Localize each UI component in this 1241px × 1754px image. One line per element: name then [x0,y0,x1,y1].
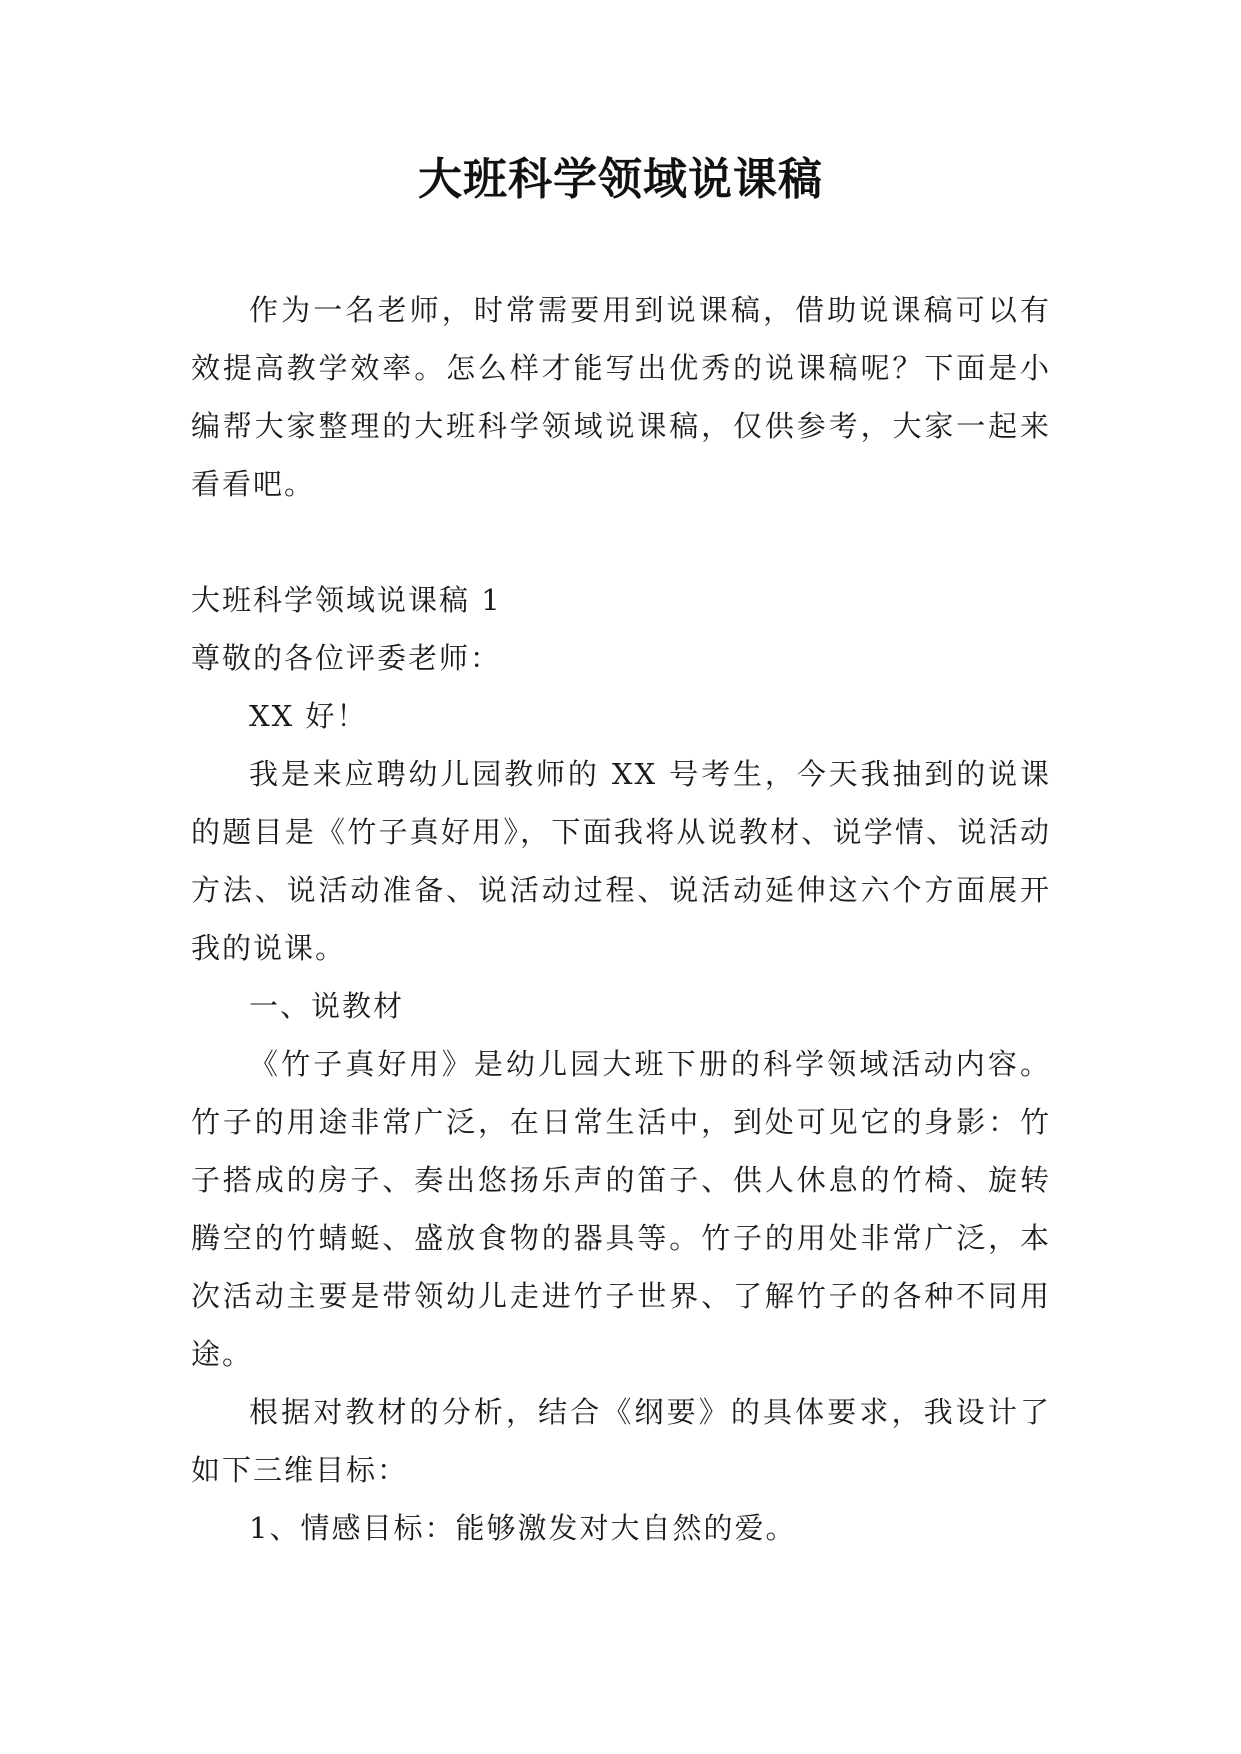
document-body [191,281,1051,1557]
paragraph-objective-1: 1、情感目标：能够激发对大自然的爱。 [249,1511,797,1545]
greeting: XX 好！ [249,699,368,733]
paragraph-objectives-intro: 根据对教材的分析，结合《纲要》的具体要求，我设计了如下三维目标： [191,1395,1051,1487]
paragraph-intro-talk: 我是来应聘幼儿园教师的 XX 号考生，今天我抽到的说课的题目是《竹子真好用》，下面我将从说教材、说学情、说活动方法、说活动准备、说活动过程、说活动延伸这六个方面展开我的说课。 [191,757,1051,965]
paragraph-heading-teaching-material: 一、说教材 [249,989,405,1023]
spacer [191,513,1051,571]
salutation: 尊敬的各位评委老师： [191,641,502,675]
paragraph-teaching-material: 《竹子真好用》是幼儿园大班下册的科学领域活动内容。竹子的用途非常广泛，在日常生活中，到处可见它的身影：竹子搭成的房子、奏出悠扬乐声的笛子、供人休息的竹椅、旋转腾空的竹蜻蜓、盛放食物的器具等。竹子的用处非常广泛，本次活动主要是带领幼儿走进竹子世界、了解竹子的各种不同用途。 [191,1047,1051,1371]
document-title: 大班科学领域说课稿 [418,154,823,205]
intro-paragraph: 作为一名老师，时常需要用到说课稿，借助说课稿可以有效提高教学效率。怎么样才能写出优秀的说课稿呢？下面是小编帮大家整理的大班科学领域说课稿，仅供参考，大家一起来看看吧。 [191,293,1051,501]
section-heading: 大班科学领域说课稿 1 [191,583,502,617]
